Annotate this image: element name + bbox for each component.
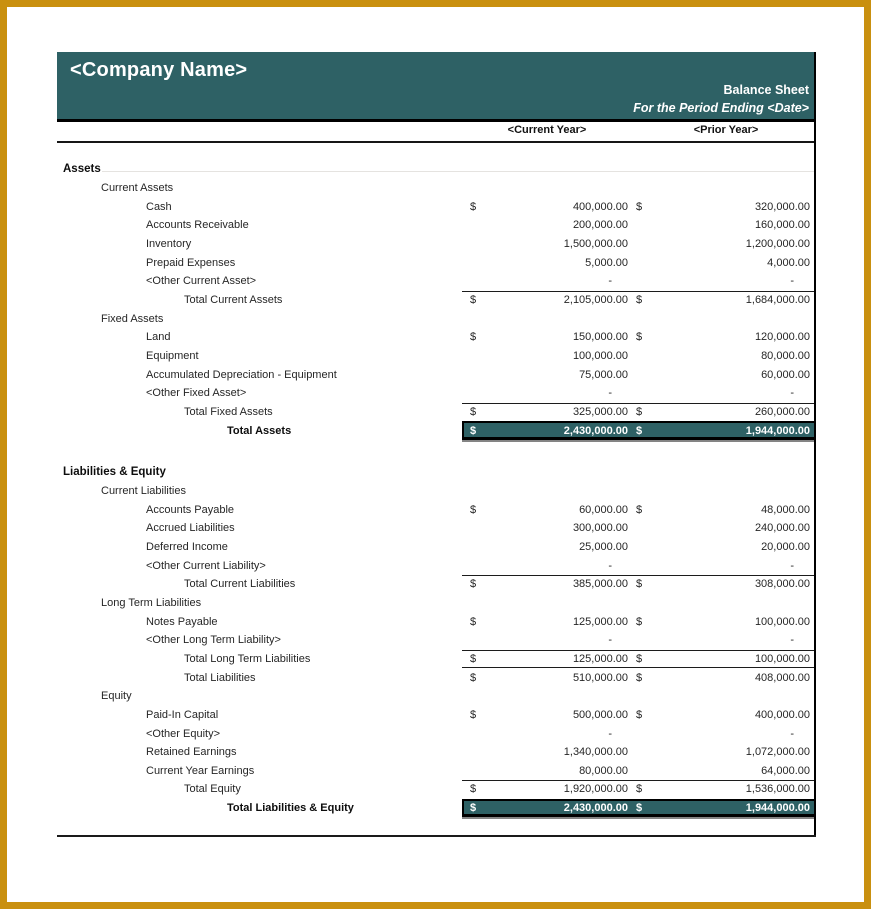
row-label: Total Long Term Liabilities [184,652,311,665]
current-year-amount: 1,500,000.00 [563,237,628,250]
table-row [57,291,814,310]
row-label: Cash [146,200,172,213]
row-label: Inventory [146,237,192,250]
currency-symbol-current: $ [470,578,477,591]
row-label: Equipment [146,349,199,362]
current-year-amount: 80,000.00 [579,764,628,777]
currency-symbol-prior: $ [636,424,643,437]
table-row [57,594,814,613]
prior-year-amount: - [790,275,794,288]
table-row [57,272,814,291]
row-label: Deferred Income [146,540,228,553]
row-label: Accumulated Depreciation - Equipment [146,368,337,381]
currency-symbol-prior: $ [636,405,643,418]
current-year-amount: - [608,727,612,740]
row-label: Equity [101,690,132,703]
table-row [57,403,814,422]
prior-year-amount: 408,000.00 [754,671,810,684]
prior-year-amount: - [790,559,794,572]
prior-year-amount: 1,536,000.00 [745,783,810,796]
amount-band [462,179,814,198]
prior-year-amount: 1,944,000.00 [745,802,810,815]
table-right-border [814,52,816,837]
currency-symbol-prior: $ [636,200,643,213]
row-label: Total Fixed Assets [184,405,273,418]
row-label: Prepaid Expenses [146,256,236,269]
table-row [57,724,814,743]
current-year-amount: 5,000.00 [585,256,628,269]
table-row [57,743,814,762]
table-row [57,197,814,216]
amount-band [462,160,814,179]
current-year-amount: - [608,559,612,572]
prior-year-amount: - [790,387,794,400]
table-row [57,538,814,557]
table-row [57,253,814,272]
table-bottom-border [57,835,816,837]
currency-symbol-current: $ [470,405,477,418]
amount-band [462,463,814,482]
row-label: <Other Equity> [146,727,220,740]
row-label: Total Liabilities [184,671,256,684]
current-year-amount: - [608,275,612,288]
currency-symbol-prior: $ [636,783,643,796]
currency-symbol-current: $ [470,200,477,213]
row-label: Current Assets [101,181,174,194]
current-year-amount: 1,340,000.00 [563,746,628,759]
row-label: Accounts Receivable [146,219,249,232]
currency-symbol-prior: $ [636,331,643,344]
table-row [57,235,814,254]
row-label: Land [146,331,171,344]
table-row [57,762,814,781]
table-row [57,780,814,799]
current-year-amount: 325,000.00 [572,405,628,418]
currency-symbol-current: $ [470,671,477,684]
table-row [57,309,814,328]
amount-band [462,309,814,328]
prior-year-amount: 260,000.00 [754,405,810,418]
row-label: Total Equity [184,783,241,796]
grand-total-row [57,421,814,440]
current-year-column-header: <Current Year> [507,124,587,136]
current-year-amount: 150,000.00 [572,331,628,344]
prior-year-amount: 64,000.00 [761,764,810,777]
currency-symbol-prior: $ [636,503,643,516]
currency-symbol-current: $ [470,802,477,815]
row-label: Total Current Liabilities [184,578,296,591]
table-row [57,706,814,725]
prior-year-amount: 1,200,000.00 [745,237,810,250]
table-row [57,482,814,501]
table-row [57,328,814,347]
current-year-amount: 385,000.00 [572,578,628,591]
current-year-amount: 125,000.00 [572,652,628,665]
currency-symbol-current: $ [470,424,477,437]
prior-year-amount: 100,000.00 [754,615,810,628]
row-label: <Other Current Asset> [146,275,257,288]
row-label: Fixed Assets [101,312,164,325]
row-label: Current Liabilities [101,484,186,497]
currency-symbol-current: $ [470,503,477,516]
title-header [57,52,814,122]
table-row [57,463,814,482]
amount-band [462,594,814,613]
prior-year-amount: 400,000.00 [754,708,810,721]
row-label: Liabilities & Equity [63,466,166,479]
row-label: Long Term Liabilities [101,596,202,609]
prior-year-amount: 100,000.00 [754,652,810,665]
current-year-amount: 2,430,000.00 [563,424,628,437]
current-year-amount: 60,000.00 [579,503,628,516]
prior-year-amount: 4,000.00 [767,256,810,269]
row-label: <Other Fixed Asset> [146,387,247,400]
current-year-amount: 75,000.00 [579,368,628,381]
prior-year-amount: 308,000.00 [754,578,810,591]
table-row [57,160,814,179]
row-label: Accrued Liabilities [146,522,235,535]
table-row [57,519,814,538]
row-label: Retained Earnings [146,746,237,759]
document-title: Balance Sheet [723,83,809,97]
currency-symbol-current: $ [470,708,477,721]
row-label: Total Current Assets [184,293,283,306]
prior-year-amount: 60,000.00 [761,368,810,381]
grand-total-row [57,799,814,818]
row-label: Current Year Earnings [146,764,255,777]
table-row [57,365,814,384]
company-name: <Company Name> [70,59,248,81]
currency-symbol-prior: $ [636,802,643,815]
prior-year-amount: 1,072,000.00 [745,746,810,759]
current-year-amount: - [608,634,612,647]
table-row [57,631,814,650]
current-year-amount: - [608,387,612,400]
column-header-row [57,122,814,143]
currency-symbol-prior: $ [636,293,643,306]
currency-symbol-current: $ [470,652,477,665]
prior-year-amount: - [790,634,794,647]
current-year-amount: 500,000.00 [572,708,628,721]
amount-band [462,687,814,706]
current-year-amount: 100,000.00 [572,349,628,362]
row-label: Accounts Payable [146,503,235,516]
currency-symbol-current: $ [470,293,477,306]
row-label: Total Assets [227,424,292,437]
prior-year-amount: 320,000.00 [754,200,810,213]
prior-year-amount: 160,000.00 [754,219,810,232]
table-row [57,687,814,706]
currency-symbol-prior: $ [636,578,643,591]
table-row [57,384,814,403]
liabilities-equity-section [57,463,814,817]
table-row [57,216,814,235]
table-row [57,612,814,631]
current-year-amount: 2,430,000.00 [563,802,628,815]
prior-year-amount: - [790,727,794,740]
prior-year-amount: 120,000.00 [754,331,810,344]
currency-symbol-prior: $ [636,652,643,665]
currency-symbol-current: $ [470,331,477,344]
current-year-amount: 125,000.00 [572,615,628,628]
current-year-amount: 510,000.00 [572,671,628,684]
currency-symbol-prior: $ [636,615,643,628]
current-year-amount: 300,000.00 [572,522,628,535]
currency-symbol-current: $ [470,615,477,628]
row-label: Total Liabilities & Equity [227,802,354,815]
currency-symbol-current: $ [470,783,477,796]
table-row [57,650,814,669]
row-label: <Other Current Liability> [146,559,266,572]
table-row [57,179,814,198]
current-year-amount: 400,000.00 [572,200,628,213]
amount-band [462,482,814,501]
prior-year-amount: 80,000.00 [761,349,810,362]
assets-section [57,160,814,440]
currency-symbol-prior: $ [636,671,643,684]
prior-year-amount: 48,000.00 [761,503,810,516]
table-row [57,556,814,575]
current-year-amount: 200,000.00 [572,219,628,232]
table-row [57,575,814,594]
row-label: Assets [63,163,101,176]
prior-year-amount: 1,684,000.00 [745,293,810,306]
prior-year-column-header: <Prior Year> [693,124,759,136]
current-year-amount: 25,000.00 [579,540,628,553]
prior-year-amount: 1,944,000.00 [745,424,810,437]
period-subtitle: For the Period Ending <Date> [633,101,809,115]
table-row [57,500,814,519]
row-label: Paid-In Capital [146,708,219,721]
currency-symbol-prior: $ [636,708,643,721]
table-row [57,347,814,366]
prior-year-amount: 20,000.00 [761,540,810,553]
prior-year-amount: 240,000.00 [754,522,810,535]
row-label: <Other Long Term Liability> [146,634,281,647]
current-year-amount: 1,920,000.00 [563,783,628,796]
current-year-amount: 2,105,000.00 [563,293,628,306]
table-row [57,668,814,687]
row-label: Notes Payable [146,615,218,628]
